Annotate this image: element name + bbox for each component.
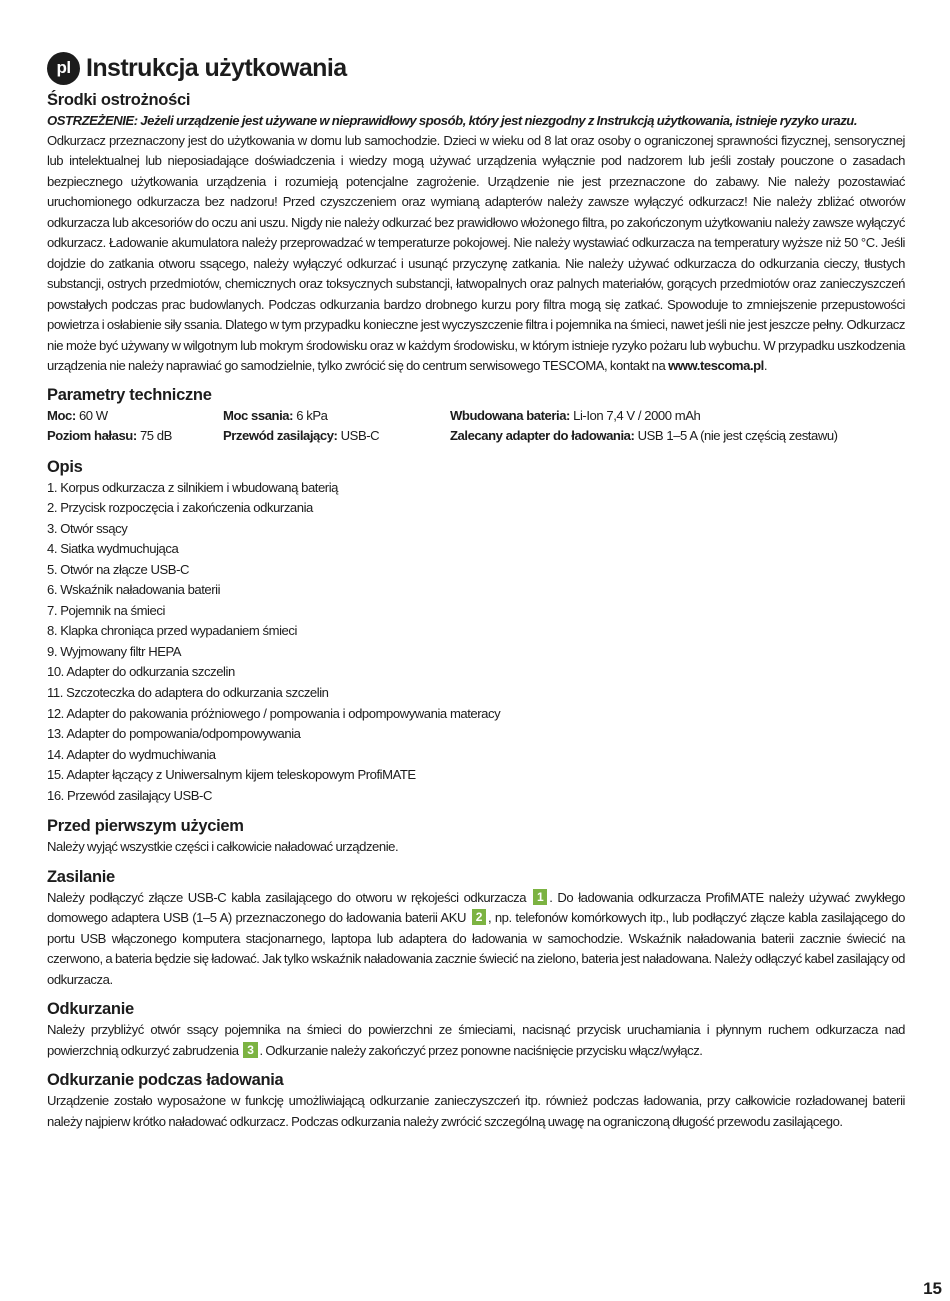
list-item: 8. Klapka chroniąca przed wypadaniem śmieci — [47, 623, 297, 639]
list-item: 16. Przewód zasilający USB-C — [47, 787, 212, 803]
first-use-body: Należy wyjąć wszystkie części i całkowicie naładować urządzenie. — [47, 839, 399, 855]
power-label: Moc: — [47, 407, 76, 423]
list-item: 2. Przycisk rozpoczęcia i zakończenia odkurzania — [47, 500, 313, 516]
suction-label: Moc ssania: — [223, 407, 294, 423]
parts-list — [47, 478, 905, 807]
noise-spec — [47, 426, 223, 447]
power-body — [47, 888, 905, 991]
description-section — [47, 457, 905, 807]
tech-row — [47, 426, 905, 447]
charging-use-heading: Odkurzanie podczas ładowania — [47, 1071, 284, 1090]
figure-ref-badge: 2 — [472, 909, 486, 925]
precautions-body — [47, 131, 905, 377]
vacuuming-heading: Odkurzanie — [47, 1000, 134, 1019]
list-item: 4. Siatka wydmuchująca — [47, 541, 179, 557]
cable-spec — [223, 426, 450, 447]
tech-table — [47, 406, 905, 447]
power-text-1: Należy podłączyć złącze USB-C kabla zasilającego do otworu w rękojeści odkurzacza — [47, 889, 527, 905]
first-use-section — [47, 816, 905, 858]
precautions-heading: Środki ostrożności — [47, 91, 191, 109]
adapter-value: USB 1–5 A (nie jest częścią zestawu) — [637, 428, 838, 443]
power-text-3: , np. telefonów komórkowych itp., lub podłączyć złącze kabla zasilającego do portu USB włączonego komputera stacjonarnego, laptopa lub adaptera do ładowania w samochodzie. Wskaźnik naładowania baterii zacznie świecić na czerwono, a bateria będzie się ładować. Jak tylko wskaźnik naładowania zacznie świecić na zielono, bateria jest naładowana. Należy odłączyć kabel zasilający od odkurzacza. — [47, 910, 906, 987]
precautions-end: . — [763, 358, 768, 373]
warning-text: OSTRZEŻENIE: Jeżeli urządzenie jest używane w nieprawidłowy sposób, który jest niezgodny z Instrukcją użytkowania, istnieje ryzyko urazu. — [47, 113, 858, 128]
list-item: 9. Wyjmowany filtr HEPA — [47, 643, 182, 659]
charging-use-body: Urządzenie zostało wyposażone w funkcję umożliwiającą odkurzanie zanieczyszczeń itp. również podczas ładowania, przy całkowicie rozładowanej baterii należy najpierw krótko naładować odkurzacz. Podczas odkurzania należy zwrócić szczególną uwagę na ograniczoną długość przewodu zasilającego. — [47, 1093, 905, 1129]
document-page — [47, 50, 905, 1132]
first-use-heading: Przed pierwszym użyciem — [47, 817, 244, 836]
tech-row — [47, 406, 905, 427]
list-item: 3. Otwór ssący — [47, 520, 128, 536]
power-spec — [47, 406, 223, 427]
power-heading: Zasilanie — [47, 867, 115, 886]
suction-spec — [223, 406, 450, 427]
language-badge: pl — [47, 52, 80, 85]
adapter-spec — [450, 426, 905, 447]
figure-ref-badge: 1 — [533, 889, 547, 905]
page-title: Instrukcja użytkowania — [86, 53, 347, 82]
precautions-section — [47, 90, 905, 377]
list-item: 5. Otwór na złącze USB-C — [47, 561, 190, 577]
cable-value: USB-C — [340, 428, 380, 443]
suction-value: 6 kPa — [296, 407, 328, 423]
power-section — [47, 867, 905, 991]
list-item: 7. Pojemnik na śmieci — [47, 602, 165, 618]
noise-label: Poziom hałasu: — [47, 428, 137, 443]
title-row — [47, 50, 905, 86]
noise-value: 75 dB — [139, 428, 172, 443]
list-item: 10. Adapter do odkurzania szczelin — [47, 664, 235, 680]
list-item: 1. Korpus odkurzacza z silnikiem i wbudowaną baterią — [47, 479, 339, 495]
precautions-body-text: Odkurzacz przeznaczony jest do użytkowania w domu lub samochodzie. Dzieci w wieku od 8 lat oraz osoby o ograniczonej sprawności fizycznej, sensorycznej lub intelektualnej lub nieposiadające doświadczenia i wiedzy mogą używać urządzenia wyłącznie pod nadzorem lub jeśli zostały pouczone o zasadach bezpiecznego użytkowania urządzenia i rozumieją potencjalne zagrożenie. Urządzenie nie jest przeznaczone do zabawy. Nie należy pozostawiać uruchomionego odkurzacza bez nadzoru! Przed czyszczeniem oraz wymianą adapterów należy zawsze wyłączyć odkurzacz! Nie należy zbliżać otworów odkurzacza lub akcesoriów do oczu ani uszu. Nigdy nie należy odkurzać bez prawidłowo włożonego filtra, po zakończonym użytkowaniu należy zawsze wyłączyć odkurzacz. Ładowanie akumulatora należy przeprowadzać w temperaturze pokojowej. Nie należy wystawiać odkurzacza na temperatury wyższe niż 50 °C. Jeśli dojdzie do zatkania otworu ssącego, należy wyłączyć odkurzać i usunąć przyczynę zatkania. Nie należy używać odkurzacza do odkurzania cieczy, tłustych substancji, ostrych przedmiotów, chemicznych oraz toksycznych substancji, łatwopalnych oraz palnych materiałów, gorących przedmiotów oraz zanieczyszczeń powstałych podczas prac budowlanych. Podczas odkurzania bardzo drobnego kurzu pory filtra mogą się zatkać. Spowoduje to zmniejszenie przepustowości powietrza i osłabienie siły ssania. Dlatego w tym przypadku konieczne jest wyczyszczenie filtra i pojemnika na śmieci, nawet jeśli nie jest jeszcze pełny. Odkurzacz nie może być używany w wilgotnym lub mokrym środowisku oraz w każdym środowisku, w którym istnieje ryzyko pożaru lub wybuchu. W przypadku uszkodzenia urządzenia nie należy naprawiać go samodzielnie, tylko zwrócić się do centrum serwisowego TESCOMA, kontakt na — [47, 132, 905, 373]
description-heading: Opis — [47, 457, 83, 476]
list-item: 11. Szczoteczka do adaptera do odkurzania szczelin — [47, 684, 329, 700]
list-item: 13. Adapter do pompowania/odpompowywania — [47, 726, 301, 742]
adapter-label: Zalecany adapter do ładowania: — [450, 428, 635, 443]
tescoma-link[interactable]: www.tescoma.pl — [668, 358, 764, 373]
cable-label: Przewód zasilający: — [223, 428, 338, 443]
power-value: 60 W — [78, 407, 108, 423]
page-number: 15 — [923, 1279, 942, 1298]
list-item: 15. Adapter łączący z Uniwersalnym kijem teleskopowym ProfiMATE — [47, 767, 416, 783]
tech-heading: Parametry techniczne — [47, 385, 212, 404]
battery-spec — [450, 406, 905, 427]
charging-use-section — [47, 1070, 905, 1132]
list-item: 6. Wskaźnik naładowania baterii — [47, 582, 221, 598]
vacuuming-text-1: Należy przybliżyć otwór ssący pojemnika na śmieci do powierzchni ze śmieciami, nacisnąć przycisk uruchamiania i płynnym ruchem odkurzacza nad powierzchnią odkurzyć zabrudzenia — [47, 1022, 905, 1058]
tech-section — [47, 385, 905, 447]
vacuuming-text-2: . Odkurzanie należy zakończyć przez ponowne naciśnięcie przycisku włącz/wyłącz. — [259, 1042, 703, 1058]
list-item: 12. Adapter do pakowania próżniowego / pompowania i odpompowywania materacy — [47, 705, 501, 721]
figure-ref-badge: 3 — [243, 1042, 257, 1058]
power-text-2: . Do ładowania odkurzacza ProfiMATE należy używać zwykłego domowego adaptera USB (1–5 A) przeznaczonego do ładowania baterii AKU — [47, 889, 905, 926]
vacuuming-body — [47, 1020, 905, 1061]
battery-value: Li-Ion 7,4 V / 2000 mAh — [573, 407, 701, 423]
vacuuming-section — [47, 999, 905, 1061]
battery-label: Wbudowana bateria: — [450, 407, 570, 423]
list-item: 14. Adapter do wydmuchiwania — [47, 746, 216, 762]
